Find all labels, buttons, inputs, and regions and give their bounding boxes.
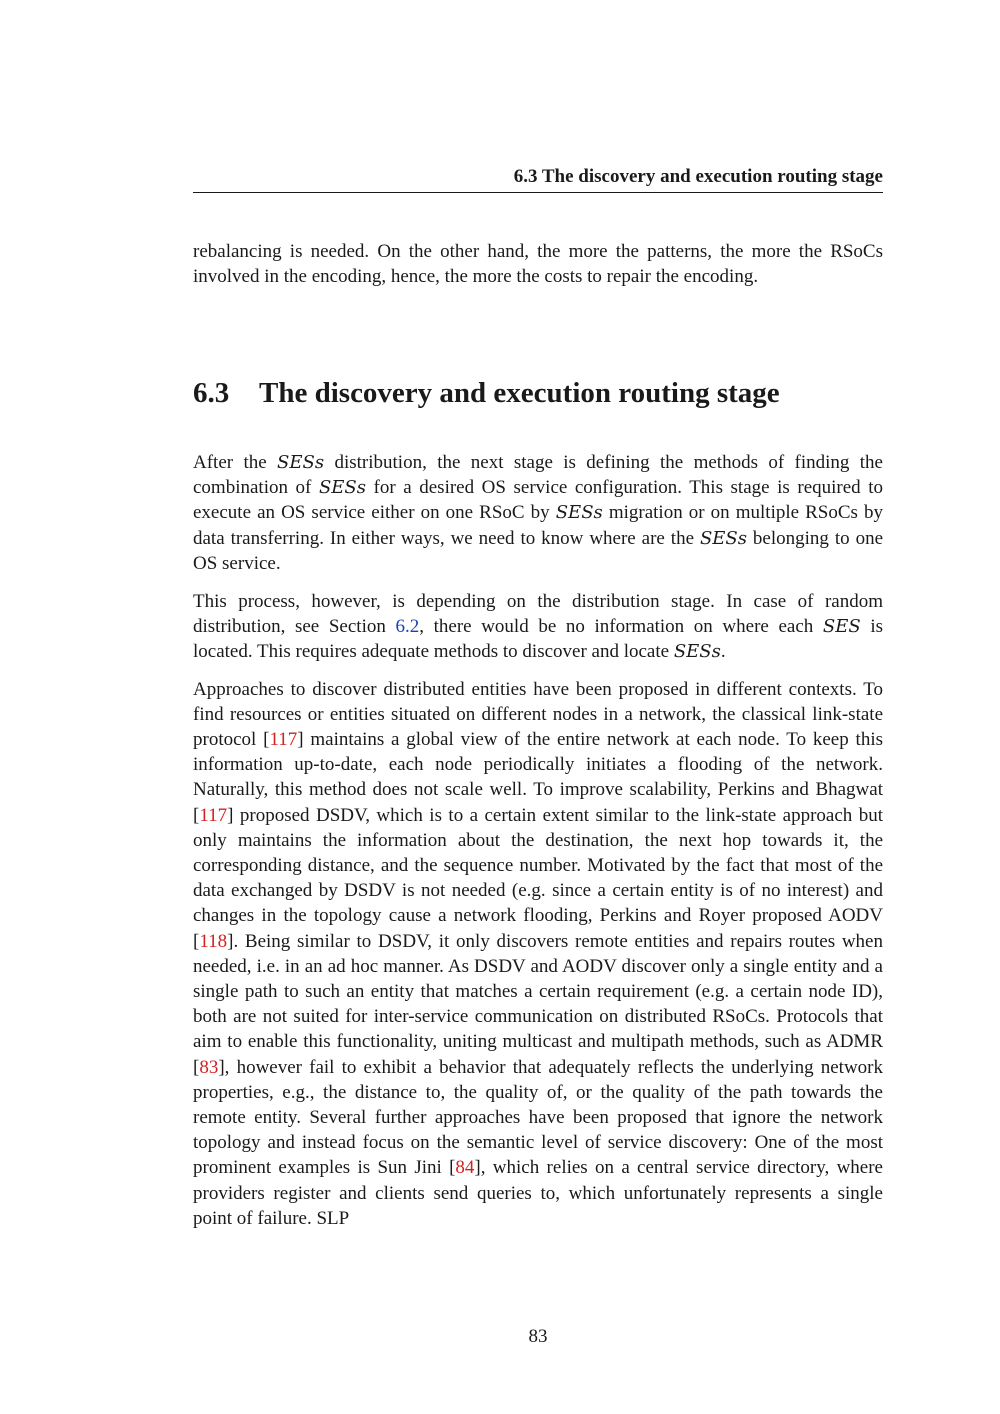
citation-link[interactable]: 118	[199, 930, 228, 952]
intro-paragraph: rebalancing is needed. On the other hand, the more the patterns, the more the RSoCs involved in the encoding, hence, the more the costs to repair the encoding.	[193, 241, 883, 288]
math-symbol: SESs	[555, 502, 603, 524]
section-heading	[193, 375, 883, 411]
citation-link[interactable]: 84	[455, 1157, 475, 1179]
math-symbol: SESs	[673, 640, 721, 662]
text-run: ]. Being similar to DSDV, it only discovers remote entities and repairs routes when needed, i.e. in an ad hoc manner. As DSDV and AODV discover only a single entity and a single path to such an entity that matches a certain requirement (e.g. a certain node ID), both are not suited for inter-service communication on distributed RSoCs. Protocols that aim to enable this functionality, uniting multicast and multipath methods, such as ADMR [	[193, 930, 883, 1078]
citation-link[interactable]: 83	[199, 1056, 219, 1078]
text-run: migration or on multiple RSoCs by data transferring. In either ways, we need to know where are the	[193, 502, 883, 549]
text-run: ] maintains a global view of the entire network at each node. To keep this information up-to-date, each node periodically initiates a flooding of the network. Naturally, this method does not scale well. To improve scalability, Perkins and Bhagwat [	[193, 729, 883, 826]
citation-link[interactable]: 117	[199, 804, 228, 826]
running-header: 6.3 The discovery and execution routing stage	[193, 164, 883, 193]
text-run: After the	[193, 452, 278, 473]
math-symbol: SESs	[277, 452, 325, 473]
text-run: ], which relies on a central service directory, where providers register and clients send queries to, which unfortunately represents a single point of failure. SLP	[193, 1157, 883, 1229]
math-symbol: SESs	[318, 477, 366, 499]
section-title: The discovery and execution routing stage	[259, 377, 780, 409]
page-number: 83	[528, 1326, 548, 1347]
section-number: 6.3	[193, 377, 230, 409]
section-body	[193, 450, 883, 1244]
text-run: ] proposed DSDV, which is to a certain extent similar to the link-state approach but only maintains the information about the destination, the next hop towards it, the corresponding distance, and the sequence number. Motivated by the fact that most of the data exchanged by DSDV is not needed (e.g. since a certain entity is of no interest) and changes in the topology cause a network flooding, Perkins and Royer proposed AODV [	[193, 804, 883, 952]
text-run: distribution, the next stage is defining the methods of finding the combination of	[193, 452, 883, 499]
text-run: Approaches to discover distributed entities have been proposed in different contexts. To find resources or entities situated on different nodes in a network, the classical link-state protocol [	[193, 678, 883, 751]
paragraph-2	[193, 589, 883, 665]
math-symbol: SES	[822, 615, 861, 637]
text-run: for a desired OS service configuration. This stage is required to execute an OS service either on one RSoC by	[193, 477, 884, 524]
paragraph-3	[193, 677, 883, 1231]
text-run: is located. This requires adequate methods to discover and locate	[193, 615, 883, 662]
paragraph-1	[193, 450, 883, 576]
text-run: , there would be no information on where each	[419, 615, 823, 637]
citation-link[interactable]: 117	[269, 729, 298, 751]
text-run: belonging to one OS service.	[193, 527, 884, 574]
section-reference-link[interactable]: 6.2	[395, 615, 420, 637]
text-run: This process, however, is depending on the distribution stage. In case of random distribution, see Section	[193, 590, 883, 637]
text-run: ], however fail to exhibit a behavior that adequately reflects the underlying network properties, e.g., the distance to, the quality of, or the quality of the path towards the remote entity. Several further approaches have been proposed that ignore the network topology and instead focus on the semantic level of service discovery: One of the most prominent examples is Sun Jini [	[193, 1056, 883, 1179]
math-symbol: SESs	[699, 527, 747, 549]
intro-text	[193, 239, 883, 302]
text-run: .	[720, 640, 726, 662]
